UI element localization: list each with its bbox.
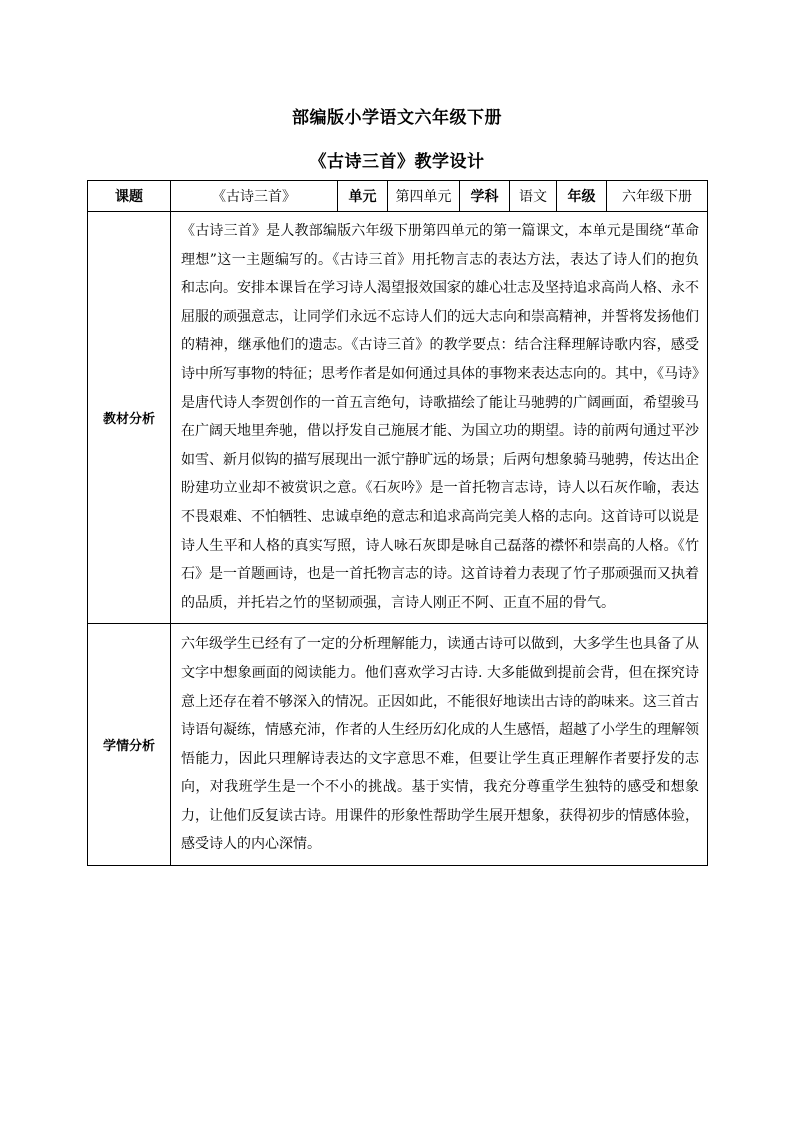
topic-label: 课题 (88, 181, 171, 212)
document-subtitle: 《古诗三首》教学设计 (309, 152, 485, 172)
subject-value: 语文 (510, 181, 557, 212)
material-analysis-label: 教材分析 (88, 212, 171, 624)
student-analysis-text: 六年级学生已经有了一定的分析理解能力，读通古诗可以做到，大多学生也具备了从文字中想象画面的阅读能力。他们喜欢学习古诗. 大多能做到提前会背，但在探究诗意上还存在着不够深入的情况。正因如此，不能很好地读出古诗的韵味来。这三首古诗语句凝练，情感充沛，作者的人生经历幻化成的人生感悟，超越了小学生的理解领悟能力，因此只理解诗表达的文字意思不难，但要让学生真正理解作者要抒发的志向，对我班学生是一个不小的挑战。基于实情，我充分尊重学生独特的感受和想象力，让他们反复读古诗。用课件的形象性帮助学生展开想象，获得初步的情感体验，感受诗人的内心深情。 (171, 624, 708, 866)
header-row (88, 181, 708, 212)
document-title: 部编版小学语文六年级下册 (292, 108, 502, 128)
unit-label: 单元 (338, 181, 388, 212)
lesson-plan-table (87, 180, 708, 866)
material-analysis-row (88, 212, 708, 624)
student-analysis-label: 学情分析 (88, 624, 171, 866)
grade-value: 六年级下册 (607, 181, 708, 212)
subject-label: 学科 (460, 181, 510, 212)
topic-value: 《古诗三首》 (171, 181, 338, 212)
grade-label: 年级 (557, 181, 607, 212)
student-analysis-row (88, 624, 708, 866)
material-analysis-text: 《古诗三首》是人教部编版六年级下册第四单元的第一篇课文，本单元是围绕“革命理想”这一主题编写的。《古诗三首》用托物言志的表达方法，表达了诗人们的抱负和志向。安排本课旨在学习诗人渴望报效国家的雄心壮志及坚持追求高尚人格、永不屈服的顽强意志，让同学们永远不忘诗人们的远大志向和崇高精神，并誓将发扬他们的精神，继承他们的遗志。《古诗三首》的教学要点：结合注释理解诗歌内容，感受诗中所写事物的特征；思考作者是如何通过具体的事物来表达志向的。其中，《马诗》是唐代诗人李贺创作的一首五言绝句，诗歌描绘了能让马驰骋的广阔画面，希望骏马在广阔天地里奔驰，借以抒发自己施展才能、为国立功的期望。诗的前两句通过平沙如雪、新月似钩的描写展现出一派宁静旷远的场景；后两句想象骑马驰骋，传达出企盼建功立业却不被赏识之意。《石灰吟》是一首托物言志诗，诗人以石灰作喻，表达不畏艰难、不怕牺牲、忠诚卓绝的意志和追求高尚完美人格的志向。这首诗可以说是诗人生平和人格的真实写照，诗人咏石灰即是咏自己磊落的襟怀和崇高的人格。《竹石》是一首题画诗，也是一首托物言志的诗。这首诗着力表现了竹子那顽强而又执着的品质，并托岩之竹的坚韧顽强，言诗人刚正不阿、正直不屈的骨气。 (171, 212, 708, 624)
unit-value: 第四单元 (388, 181, 460, 212)
